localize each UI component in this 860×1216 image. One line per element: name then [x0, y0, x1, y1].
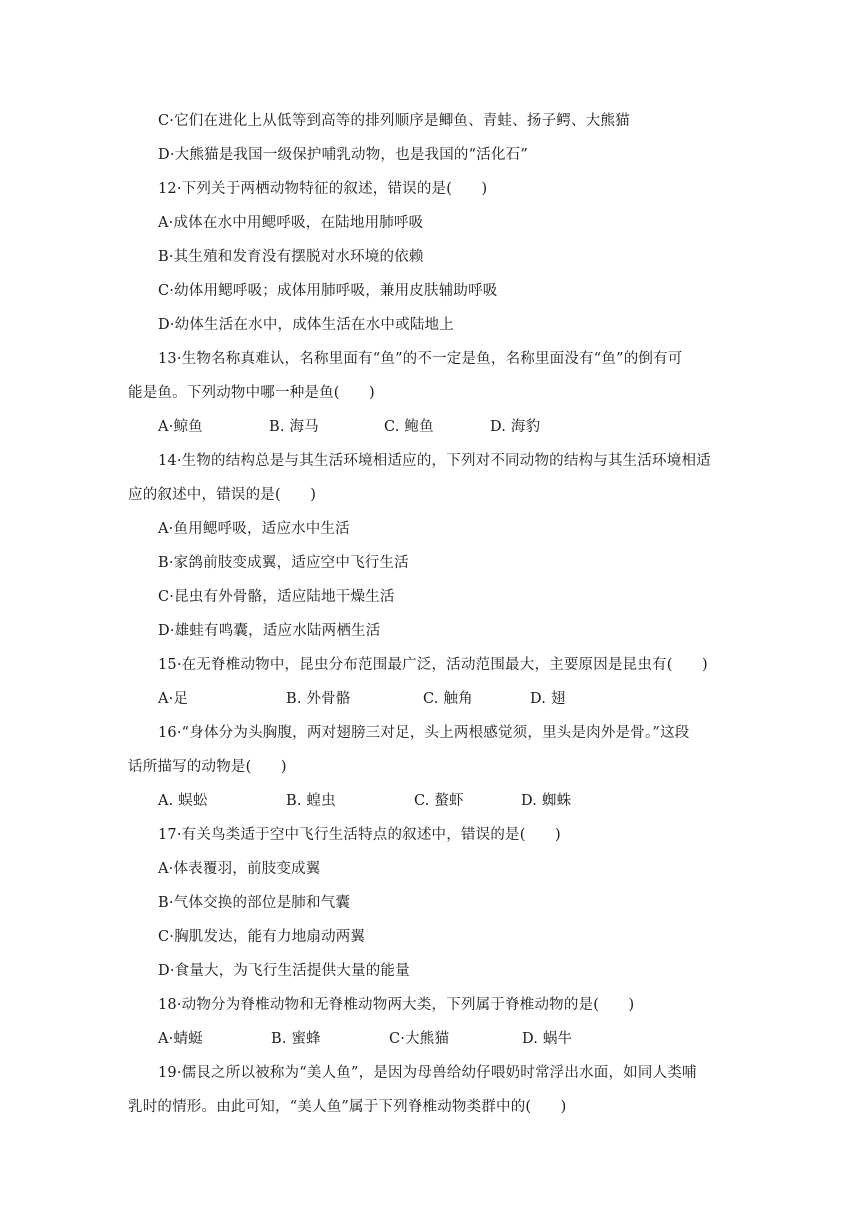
q18-option-a: A·蜻蜓: [158, 1031, 203, 1047]
q12-option-d: D·幼体生活在水中，成体生活在水中或陆地上: [158, 317, 454, 333]
question-14: 14·生物的结构总是与其生活环境相适应的，下列对不同动物的结构与其生活环境相适: [158, 453, 711, 469]
q18-option-d: D. 蜗牛: [522, 1031, 573, 1047]
q16-option-a: A. 蜈蚣: [158, 793, 208, 809]
q13-option-c: C. 鲍鱼: [384, 419, 434, 435]
q17-option-d: D·食量大，为飞行生活提供大量的能量: [158, 963, 410, 979]
question-16: 16·“身体分为头胸腹，两对翅膀三对足，头上两根感觉须，里头是肉外是骨。”这段: [158, 725, 690, 741]
q15-option-a: A·足: [158, 691, 189, 707]
q12-option-c: C·幼体用鳃呼吸；成体用肺呼吸，兼用皮肤辅助呼吸: [158, 283, 498, 299]
question-14-cont: 应的叙述中，错误的是( ): [128, 487, 317, 503]
q17-option-c: C·胸肌发达，能有力地扇动两翼: [158, 929, 366, 945]
q12-option-b: B·其生殖和发育没有摆脱对水环境的依赖: [158, 249, 424, 265]
q17-option-a: A·体表覆羽，前肢变成翼: [158, 861, 321, 877]
q18-option-b: B. 蜜蜂: [271, 1031, 321, 1047]
q12-option-a: A·成体在水中用鳃呼吸，在陆地用肺呼吸: [158, 215, 424, 231]
q14-option-c: C·昆虫有外骨骼，适应陆地干燥生活: [158, 589, 395, 605]
question-18: 18·动物分为脊椎动物和无脊椎动物两大类，下列属于脊椎动物的是( ): [158, 997, 635, 1013]
q16-option-d: D. 蜘蛛: [521, 793, 572, 809]
q13-option-a: A·鲸鱼: [158, 419, 203, 435]
q14-option-a: A·鱼用鳃呼吸，适应水中生活: [158, 521, 350, 537]
q11-option-c: C·它们在进化上从低等到高等的排列顺序是鲫鱼、青蛙、扬子鳄、大熊猫: [158, 113, 630, 129]
q15-option-b: B. 外骨骼: [286, 691, 351, 707]
question-15: 15·在无脊椎动物中，昆虫分布范围最广泛，活动范围最大，主要原因是昆虫有( ): [158, 657, 708, 673]
question-19: 19·儒艮之所以被称为“美人鱼”，是因为母兽给幼仔喂奶时常浮出水面，如同人类哺: [158, 1065, 697, 1081]
question-17: 17·有关鸟类适于空中飞行生活特点的叙述中，错误的是( ): [158, 827, 561, 843]
q16-option-b: B. 蝗虫: [286, 793, 336, 809]
q14-option-d: D·雄蛙有鸣囊，适应水陆两栖生活: [158, 623, 381, 639]
q16-option-c: C. 螯虾: [414, 793, 464, 809]
q13-option-d: D. 海豹: [490, 419, 541, 435]
q17-option-b: B·气体交换的部位是肺和气囊: [158, 895, 351, 911]
q15-option-c: C. 触角: [423, 691, 473, 707]
q15-option-d: D. 翅: [530, 691, 566, 707]
question-16-cont: 话所描写的动物是( ): [128, 759, 287, 775]
q13-option-b: B. 海马: [269, 419, 319, 435]
question-13-cont: 能是鱼。下列动物中哪一种是鱼( ): [128, 385, 375, 401]
question-13: 13·生物名称真难认，名称里面有“鱼”的不一定是鱼，名称里面没有“鱼”的倒有可: [158, 351, 683, 367]
question-19-cont: 乳时的情形。由此可知，“美人鱼”属于下列脊椎动物类群中的( ): [128, 1099, 567, 1115]
q18-option-c: C·大熊猫: [389, 1031, 450, 1047]
question-12: 12·下列关于两栖动物特征的叙述，错误的是( ): [158, 181, 488, 197]
q11-option-d: D·大熊猫是我国一级保护哺乳动物，也是我国的“活化石”: [158, 147, 528, 163]
q14-option-b: B·家鸽前肢变成翼，适应空中飞行生活: [158, 555, 409, 571]
